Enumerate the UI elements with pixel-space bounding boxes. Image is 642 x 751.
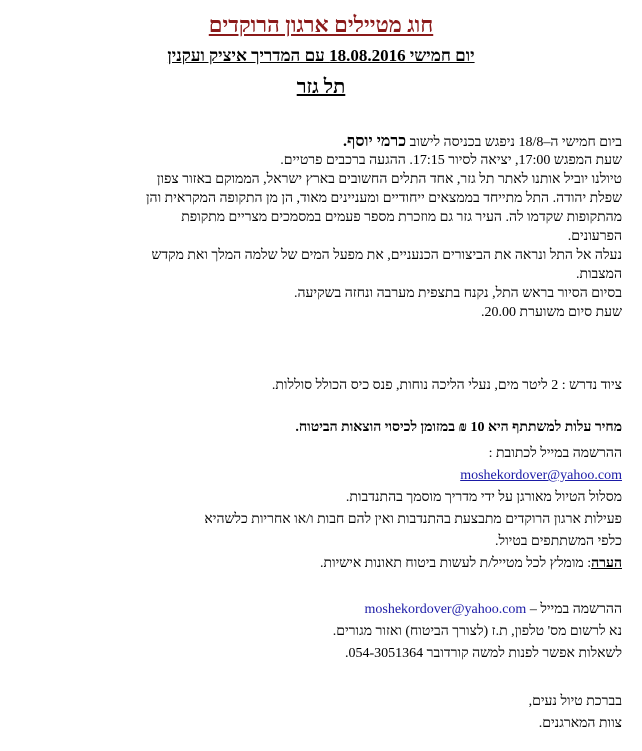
price-line bbox=[22, 418, 622, 437]
trip-heading: תל גזר bbox=[296, 76, 346, 98]
meeting-line bbox=[22, 132, 622, 151]
greeting: בברכת טיול נעים, bbox=[528, 694, 622, 709]
description-line-4: הפרעונים. bbox=[567, 229, 622, 244]
event-subtitle: יום חמישי 18.08.2016 עם המדריך איציק ועקנין bbox=[167, 46, 475, 65]
reg2-email-line bbox=[22, 600, 622, 622]
volunteer-line-1: מסלול הטיול מאורגן על ידי מדריך מוסמך בהתנדבות. bbox=[345, 490, 622, 505]
route-line-2: המצבות. bbox=[575, 267, 622, 282]
meeting-text: ביום חמישי ה–18/8 ניפגש בכניסה לישוב bbox=[409, 135, 622, 150]
currency-icon: ₪ bbox=[458, 420, 467, 435]
equipment-text: ציוד נדרש : 2 ליטר מים, נעלי הליכה נוחות, פנס כיס הכולל סוללות. bbox=[271, 378, 622, 393]
route-line-1: נעלה אל התל ונראה את הביצורים הכנעניים, את מפעל המים של שלמה המלך ואת מקדש bbox=[151, 248, 622, 263]
volunteer-line-2: פעילות ארגון הרוקדים מתבצעת בהתנדבות ואין להם חבות ו/או אחריות כלשהיא bbox=[204, 512, 622, 527]
note-label: הערה bbox=[591, 556, 622, 571]
registration-section bbox=[22, 444, 622, 576]
reg2-email-link[interactable]: moshekordover@yahoo.com bbox=[364, 602, 527, 617]
email-line bbox=[22, 466, 622, 488]
price-section bbox=[22, 418, 622, 437]
description-line-3: מהתקופות שקדמו לה. העיר גזר גם מוזכרת מספר פעמים במסמכים מצריים מתקופת bbox=[181, 210, 622, 225]
reg2-details: נא לרשום מס' טלפון, ת.ז (לצורך הביטוח) ואזור מגורים. bbox=[332, 624, 622, 639]
mail-line bbox=[22, 444, 622, 466]
equipment-section bbox=[22, 376, 622, 395]
meeting-place: כרמי יוסף. bbox=[343, 133, 407, 150]
page-title: חוג מטיילים ארגון הרוקדים bbox=[208, 12, 434, 37]
volunteer-line-3: כלפי המשתתפים בטיול. bbox=[495, 534, 622, 549]
reg2-prefix: ההרשמה במייל – bbox=[529, 602, 622, 617]
signature: צוות המארגנים. bbox=[538, 716, 622, 731]
mail-prompt: ההרשמה במייל לכתובת : bbox=[488, 446, 622, 461]
closing-section bbox=[22, 692, 622, 736]
sunset-line: בסיום הסיור בראש התל, נקנח בתצפית מערבה ונחזה בשקיעה. bbox=[293, 286, 622, 301]
note-text: : מומלץ לכל מטייל/ת לעשות ביטוח תאונות אישיות. bbox=[319, 556, 592, 571]
registration-2-section bbox=[22, 600, 622, 666]
intro-section bbox=[22, 132, 622, 322]
description-line-1: טיולנו יוביל אותנו לאתר תל גזר, אחד התלים החשובים בארץ ישראל, הממוקם באזור צפון bbox=[156, 172, 622, 187]
price-text: מחיר עלות למשתתף היא 10 bbox=[470, 420, 622, 435]
email-link[interactable]: moshekordover@yahoo.com bbox=[460, 468, 622, 483]
reg2-questions: לשאלות אפשר לפנות למשה קורדובר 054-3051364. bbox=[345, 646, 622, 661]
end-time-line: שעת סיום משוערת 20.00. bbox=[481, 305, 622, 320]
price-suffix: במזומן לכיסוי הוצאות הביטוח. bbox=[295, 420, 455, 435]
meeting-time: שעת המפגש 17:00, יציאה לסיור 17:15. ההגעה ברכבים פרטיים. bbox=[280, 153, 622, 168]
description-line-2: שפלת יהודה. התל מתייחד בממצאים ייחודיים ומעניינים מאוד, הן מן התקופה המקראית והן bbox=[145, 191, 622, 206]
note-line bbox=[22, 554, 622, 576]
